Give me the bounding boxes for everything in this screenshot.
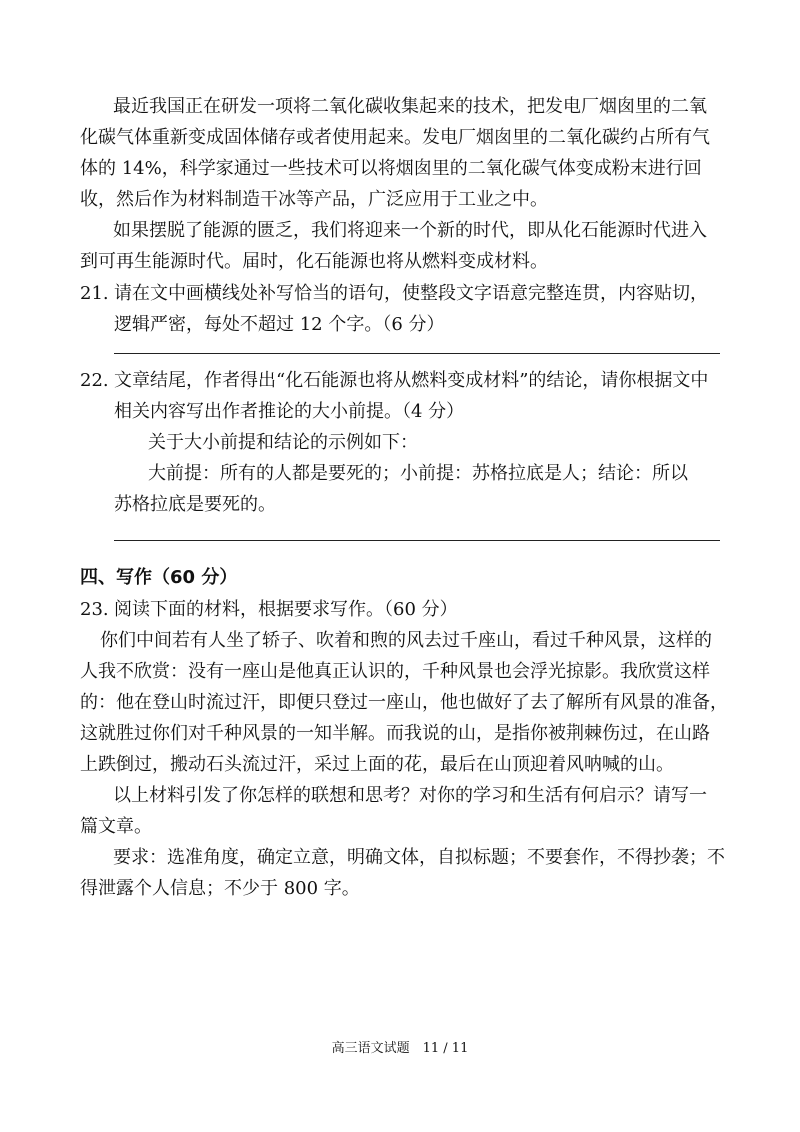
question-number: 22. xyxy=(80,370,109,391)
question-22 xyxy=(80,370,708,392)
question-23 xyxy=(80,599,458,621)
example-intro: 关于大小前提和结论的示例如下： xyxy=(148,432,418,453)
question-text: 文章结尾，作者得出“化石能源也将从燃料变成材料”的结论，请你根据文中 xyxy=(114,370,709,391)
question-text: 阅读下面的材料，根据要求写作。（60 分） xyxy=(114,599,458,620)
question-number: 21. xyxy=(80,283,109,304)
question-text: 请在文中画横线处补写恰当的语句，使整段文字语意完整连贯，内容贴切， xyxy=(114,283,708,304)
requirements-line: 得泄露个人信息；不少于 800 字。 xyxy=(80,878,360,899)
material-line: 人我不欣赏：没有一座山是他真正认识的，千种风景也会浮光掠影。我欣赏这样 xyxy=(80,661,710,682)
example-line: 大前提：所有的人都是要死的；小前提：苏格拉底是人；结论：所以 xyxy=(148,463,688,484)
material-line: 的：他在登山时流过汗，即便只登过一座山，他也做好了去了解所有风景的准备， xyxy=(80,692,728,713)
question-text: 相关内容写出作者推论的大小前提。（4 分） xyxy=(114,401,465,422)
question-number: 23. xyxy=(80,599,109,620)
passage-line: 体的 14%，科学家通过一些技术可以将烟囱里的二氧化碳气体变成粉末进行回 xyxy=(80,158,702,179)
passage-line: 收，然后作为材料制造干冰等产品，广泛应用于工业之中。 xyxy=(80,189,548,210)
section-heading: 四、写作（60 分） xyxy=(80,567,238,588)
passage-line: 化碳气体重新变成固体储存或者使用起来。发电厂烟囱里的二氧化碳约占所有气 xyxy=(80,127,710,148)
requirements-line: 要求：选准角度，确定立意，明确文体，自拟标题；不要套作，不得抄袭；不 xyxy=(113,847,725,868)
passage-line: 最近我国正在研发一项将二氧化碳收集起来的技术，把发电厂烟囱里的二氧 xyxy=(113,96,707,117)
answer-line[interactable] xyxy=(114,353,720,354)
question-text: 逻辑严密，每处不超过 12 个字。（6 分） xyxy=(114,314,445,335)
material-line: 你们中间若有人坐了轿子、吹着和煦的风去过千座山，看过千种风景，这样的 xyxy=(100,630,712,651)
answer-line[interactable] xyxy=(114,540,720,541)
question-line: 篇文章。 xyxy=(80,816,152,837)
page-footer: 高三语文试题 11 / 11 xyxy=(331,1041,469,1056)
passage-line: 如果摆脱了能源的匮乏，我们将迎来一个新的时代，即从化石能源时代进入 xyxy=(113,220,707,241)
passage-line: 到可再生能源时代。届时，化石能源也将从燃料变成材料。 xyxy=(80,251,548,272)
example-line: 苏格拉底是要死的。 xyxy=(114,494,276,515)
question-21 xyxy=(80,283,708,305)
material-line: 上跌倒过，搬动石头流过汗，采过上面的花，最后在山顶迎着风呐喊的山。 xyxy=(80,754,674,775)
material-line: 这就胜过你们对千种风景的一知半解。而我说的山，是指你被荆棘伤过，在山路 xyxy=(80,723,710,744)
question-line: 以上材料引发了你怎样的联想和思考？对你的学习和生活有何启示？请写一 xyxy=(113,785,707,806)
